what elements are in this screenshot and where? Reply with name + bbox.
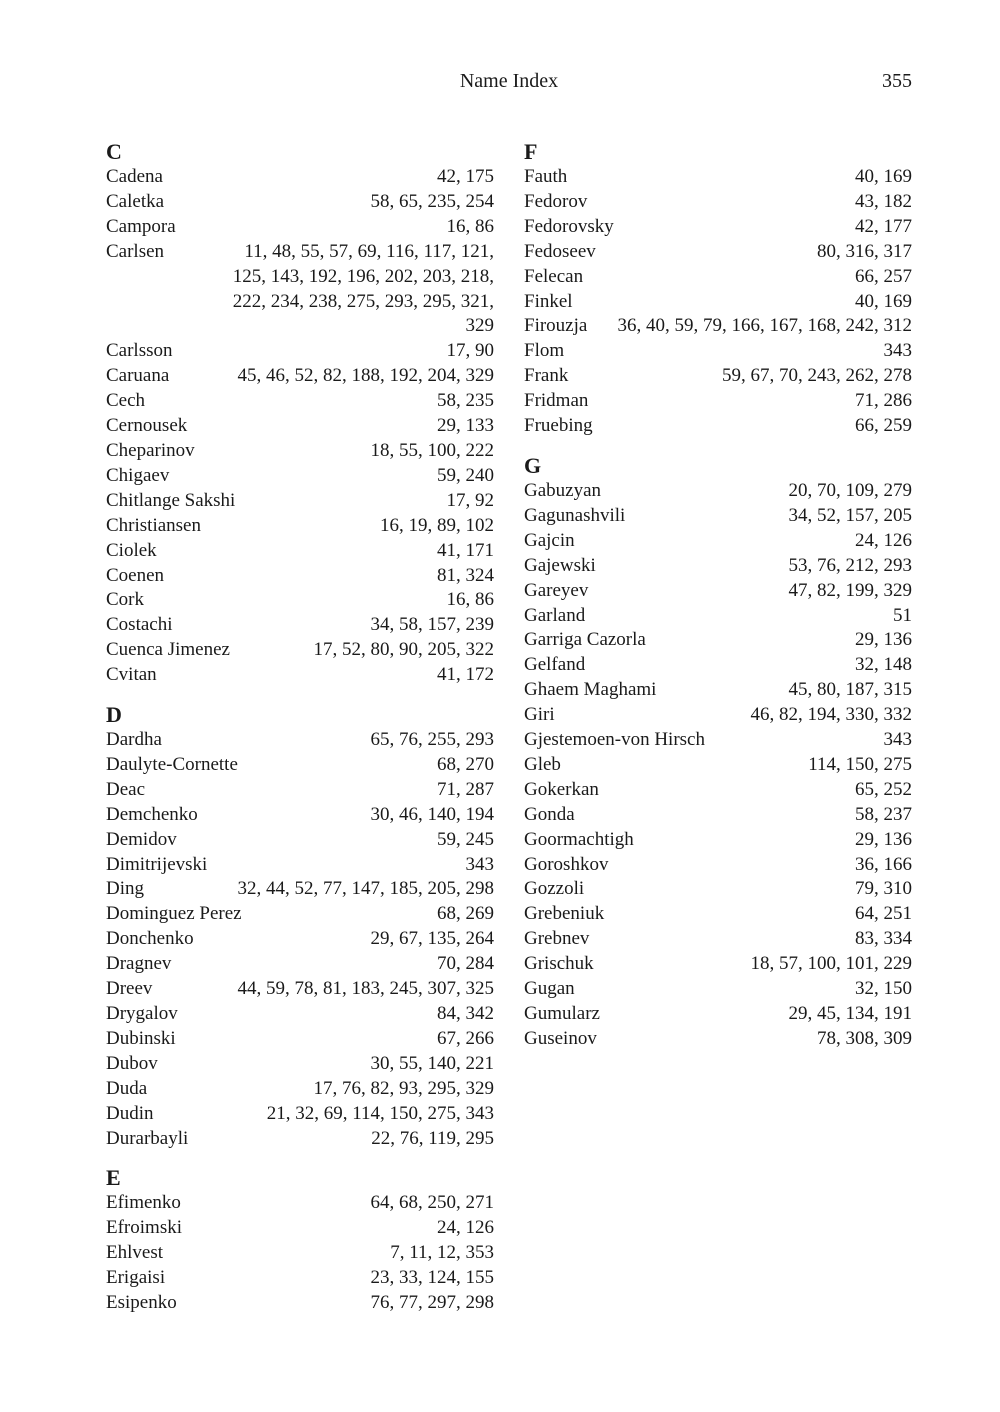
index-entry (106, 1052, 494, 1077)
entry-page-refs: 30, 55, 140, 221 (370, 1052, 494, 1074)
entry-name: Felecan (524, 265, 584, 287)
entry-name: Gajcin (524, 529, 575, 551)
index-entry (524, 1002, 912, 1027)
index-entry (524, 853, 912, 878)
index-entry (106, 638, 494, 663)
index-entry (524, 628, 912, 653)
entry-name: Esipenko (106, 1292, 177, 1314)
index-entry (106, 728, 494, 753)
running-header-title: Name Index (459, 70, 559, 92)
entry-page-refs: 71, 286 (855, 390, 912, 412)
entry-page-refs: 83, 334 (855, 928, 912, 950)
entry-page-refs: 29, 67, 135, 264 (370, 928, 494, 950)
entry-name: Daulyte-Cornette (106, 753, 238, 775)
entry-page-refs: 51 (893, 604, 912, 626)
index-entry (524, 165, 912, 190)
index-entry (106, 539, 494, 564)
index-entry (106, 439, 494, 464)
index-entry (106, 1077, 494, 1102)
entry-page-refs: 84, 342 (437, 1003, 494, 1024)
entry-name: Firouzja (524, 315, 588, 337)
entry-name: Cuenca Jimenez (106, 639, 230, 661)
index-entry (106, 414, 494, 439)
entry-name: Dimitrijevski (106, 853, 208, 875)
entry-page-refs: 45, 46, 52, 82, 188, 192, 204, 329 (237, 365, 494, 387)
entry-page-refs: 32, 150 (855, 978, 912, 1000)
index-entry (524, 803, 912, 828)
entry-page-refs: 70, 284 (437, 953, 494, 975)
entry-page-refs: 29, 136 (855, 629, 912, 651)
index-section-e (106, 1165, 494, 1316)
entry-name: Grischuk (524, 953, 594, 975)
index-section-f (524, 139, 912, 439)
entry-page-refs: 59, 240 (437, 464, 494, 486)
index-entry (106, 1241, 494, 1266)
index-entry (524, 778, 912, 803)
index-entry (106, 464, 494, 489)
entry-page-refs: 36, 40, 59, 79, 166, 167, 168, 242, 312 (617, 315, 912, 337)
index-entry (524, 190, 912, 215)
entry-page-refs: 32, 148 (855, 654, 912, 676)
entry-name: Fridman (524, 390, 589, 412)
index-entry (106, 977, 494, 1002)
entry-page-refs: 59, 245 (437, 828, 494, 850)
entry-name: Cech (106, 390, 146, 412)
entry-name: Dubinski (106, 1027, 176, 1049)
entry-page-refs: 17, 52, 80, 90, 205, 322 (313, 639, 494, 661)
index-entry (106, 1266, 494, 1291)
index-entry (106, 828, 494, 853)
entry-name: Cernousek (106, 415, 188, 437)
entry-name: Gabuzyan (524, 479, 602, 501)
entry-page-refs: 7, 11, 12, 353 (390, 1242, 494, 1264)
index-column-right (524, 139, 912, 1066)
entry-name: Dudin (106, 1102, 154, 1124)
entry-name: Cadena (106, 166, 163, 187)
entry-page-refs: 34, 52, 157, 205 (788, 504, 912, 526)
index-entry (106, 663, 494, 688)
entry-name: Finkel (524, 290, 573, 312)
entry-page-refs: 32, 44, 52, 77, 147, 185, 205, 298 (237, 878, 494, 900)
entry-name: Fedorov (524, 190, 588, 212)
entry-name: Efroimski (106, 1217, 182, 1239)
entry-page-refs: 343 (883, 340, 912, 362)
entry-page-refs: 79, 310 (855, 878, 912, 900)
entry-name: Gjestemoen-von Hirsch (524, 729, 705, 751)
index-entry (106, 902, 494, 927)
entry-page-refs: 41, 172 (437, 664, 494, 686)
index-entry (106, 803, 494, 828)
index-entry (106, 952, 494, 977)
entry-name: Durarbayli (106, 1127, 189, 1149)
entry-name: Ehlvest (106, 1242, 163, 1264)
index-entry (106, 778, 494, 803)
entry-page-refs: 80, 316, 317 (817, 240, 912, 262)
index-entry (106, 613, 494, 638)
entry-name: Goormachtigh (524, 828, 634, 850)
section-letter: D (106, 702, 122, 728)
entry-page-refs: 68, 270 (437, 753, 494, 775)
entry-name: Costachi (106, 614, 173, 636)
entry-page-refs: 45, 80, 187, 315 (788, 679, 912, 701)
entry-name: Donchenko (106, 928, 194, 950)
entry-page-refs: 65, 252 (855, 778, 912, 800)
index-entry (106, 1216, 494, 1241)
index-entry (524, 529, 912, 554)
index-entry (524, 414, 912, 439)
index-entry (106, 514, 494, 539)
index-entry (524, 290, 912, 315)
section-letter: C (106, 139, 122, 164)
entry-name: Gajewski (524, 554, 596, 576)
entry-page-refs: 42, 175 (437, 166, 494, 187)
entry-name: Carlsen (106, 240, 165, 262)
entry-page-refs: 34, 58, 157, 239 (370, 614, 494, 636)
entry-name: Grebeniuk (524, 903, 605, 925)
section-letter: F (524, 139, 538, 164)
entry-page-refs: 58, 237 (855, 803, 912, 825)
index-entry (524, 314, 912, 339)
index-entry (106, 1191, 494, 1216)
entry-page-refs: 29, 133 (437, 415, 494, 437)
entry-name: Caruana (106, 365, 170, 387)
entry-name: Drygalov (106, 1003, 178, 1024)
entry-name: Garriga Cazorla (524, 629, 646, 651)
entry-name: Deac (106, 778, 146, 800)
entry-page-refs: 16, 19, 89, 102 (380, 514, 494, 536)
entry-page-refs: 53, 76, 212, 293 (788, 554, 912, 576)
index-entry (106, 927, 494, 952)
entry-name: Chigaev (106, 464, 170, 486)
entry-page-refs: 59, 67, 70, 243, 262, 278 (722, 365, 912, 387)
entry-page-refs: 29, 136 (855, 828, 912, 850)
index-entry (524, 389, 912, 414)
entry-page-refs: 66, 257 (855, 265, 912, 287)
index-entry (524, 877, 912, 902)
entry-page-refs: 16, 86 (446, 589, 494, 611)
entry-name: Fedoseev (524, 240, 596, 262)
entry-name: Caletka (106, 190, 165, 212)
index-entry (524, 977, 912, 1002)
section-letter: E (106, 1165, 121, 1191)
entry-page-refs: 65, 76, 255, 293 (370, 729, 494, 751)
entry-page-refs: 16, 86 (446, 215, 494, 237)
entry-page-refs: 22, 76, 119, 295 (371, 1127, 494, 1149)
index-entry (524, 952, 912, 977)
index-entry (524, 265, 912, 290)
entry-name: Cork (106, 589, 144, 611)
entry-name: Gonda (524, 803, 575, 825)
index-entry (524, 927, 912, 952)
index-entry (106, 588, 494, 613)
entry-name: Cheparinov (106, 439, 195, 461)
entry-name: Gozzoli (524, 878, 585, 900)
entry-page-refs: 58, 235 (437, 390, 494, 412)
index-entry (524, 554, 912, 579)
entry-page-refs: 36, 166 (855, 853, 912, 875)
index-entry (106, 877, 494, 902)
entry-page-refs: 23, 33, 124, 155 (370, 1267, 494, 1289)
entry-name: Ding (106, 878, 144, 900)
index-entry (524, 479, 912, 504)
entry-page-refs: 114, 150, 275 (808, 753, 912, 775)
entry-page-refs: 58, 65, 235, 254 (370, 190, 494, 212)
entry-page-refs: 71, 287 (437, 778, 494, 800)
entry-name: Flom (524, 340, 565, 362)
entry-page-refs: 44, 59, 78, 81, 183, 245, 307, 325 (237, 978, 494, 1000)
index-entry (524, 504, 912, 529)
index-entry (106, 1291, 494, 1316)
entry-page-refs: 41, 171 (437, 539, 494, 561)
index-entry (524, 828, 912, 853)
index-entry (524, 1027, 912, 1052)
index-entry (106, 1002, 494, 1027)
entry-name: Christiansen (106, 514, 201, 536)
index-column-left (106, 139, 494, 1330)
entry-name: Frank (524, 365, 569, 387)
index-section-d (106, 702, 494, 1151)
entry-name: Fauth (524, 166, 568, 187)
index-section-c (106, 139, 494, 688)
entry-page-refs: 18, 55, 100, 222 (370, 439, 494, 461)
entry-page-refs: 64, 68, 250, 271 (370, 1192, 494, 1214)
index-entry (524, 604, 912, 629)
index-entry (524, 364, 912, 389)
entry-page-refs: 24, 126 (437, 1217, 494, 1239)
entry-page-refs: 42, 177 (855, 215, 912, 237)
entry-name: Duda (106, 1077, 148, 1099)
entry-page-refs: 40, 169 (855, 166, 912, 187)
entry-name: Dragnev (106, 953, 172, 975)
entry-page-refs: 343 (883, 729, 912, 751)
entry-name: Coenen (106, 564, 165, 586)
entry-page-refs: 11, 48, 55, 57, 69, 116, 117, 121, 125, 143, 192, 196, 202, 203, 218, 222, 234, 238, 275, 293, 295, 321, 329 (232, 240, 494, 337)
entry-name: Demidov (106, 828, 177, 850)
entry-page-refs: 47, 82, 199, 329 (788, 579, 912, 601)
entry-name: Gokerkan (524, 778, 599, 800)
entry-name: Dubov (106, 1052, 158, 1074)
index-entry (524, 579, 912, 604)
index-entry (106, 339, 494, 364)
entry-page-refs: 17, 92 (446, 489, 494, 511)
index-entry (106, 240, 494, 340)
index-entry (106, 1127, 494, 1152)
index-entry (106, 753, 494, 778)
entry-name: Gagunashvili (524, 504, 626, 526)
entry-page-refs: 78, 308, 309 (817, 1027, 912, 1049)
entry-name: Garland (524, 604, 586, 626)
entry-name: Erigaisi (106, 1267, 166, 1289)
entry-name: Fruebing (524, 415, 593, 437)
entry-name: Efimenko (106, 1192, 181, 1214)
entry-name: Dreev (106, 978, 153, 1000)
entry-page-refs: 67, 266 (437, 1027, 494, 1049)
entry-name: Ciolek (106, 539, 157, 561)
entry-name: Cvitan (106, 664, 157, 686)
entry-page-refs: 76, 77, 297, 298 (370, 1292, 494, 1314)
index-entry (524, 653, 912, 678)
entry-name: Dardha (106, 729, 162, 751)
index-entry (106, 564, 494, 589)
entry-page-refs: 21, 32, 69, 114, 150, 275, 343 (266, 1102, 494, 1124)
entry-page-refs: 68, 269 (437, 903, 494, 925)
entry-name: Goroshkov (524, 853, 609, 875)
entry-name: Gareyev (524, 579, 589, 601)
entry-name: Gugan (524, 978, 575, 1000)
entry-name: Grebnev (524, 928, 590, 950)
entry-page-refs: 20, 70, 109, 279 (788, 479, 912, 501)
index-entry (524, 753, 912, 778)
entry-page-refs: 30, 46, 140, 194 (370, 803, 494, 825)
entry-page-refs: 24, 126 (855, 529, 912, 551)
entry-name: Ghaem Maghami (524, 679, 657, 701)
entry-page-refs: 81, 324 (437, 564, 494, 586)
index-entry (524, 215, 912, 240)
entry-name: Fedorovsky (524, 215, 614, 237)
index-entry (524, 902, 912, 927)
entry-page-refs: 66, 259 (855, 415, 912, 437)
entry-name: Chitlange Sakshi (106, 489, 236, 511)
index-entry (106, 489, 494, 514)
index-entry (524, 339, 912, 364)
index-entry (106, 165, 494, 190)
entry-page-refs: 46, 82, 194, 330, 332 (750, 704, 912, 726)
index-entry (106, 1102, 494, 1127)
section-letter: G (524, 452, 542, 478)
entry-name: Giri (524, 704, 555, 726)
index-entry (106, 215, 494, 240)
entry-page-refs: 343 (465, 853, 494, 875)
entry-page-refs: 18, 57, 100, 101, 229 (750, 953, 912, 975)
entry-page-refs: 17, 90 (446, 340, 494, 362)
entry-name: Gleb (524, 753, 561, 775)
entry-name: Gelfand (524, 654, 586, 676)
index-entry (524, 703, 912, 728)
index-entry (524, 728, 912, 753)
index-entry (524, 678, 912, 703)
index-entry (106, 389, 494, 414)
entry-name: Campora (106, 215, 176, 237)
entry-name: Gumularz (524, 1003, 600, 1024)
entry-name: Demchenko (106, 803, 198, 825)
entry-name: Dominguez Perez (106, 903, 242, 925)
index-entry (524, 240, 912, 265)
entry-page-refs: 43, 182 (855, 190, 912, 212)
index-section-g (524, 453, 912, 1052)
index-entry (106, 364, 494, 389)
entry-name: Guseinov (524, 1027, 597, 1049)
entry-page-refs: 29, 45, 134, 191 (788, 1003, 912, 1024)
entry-page-refs: 40, 169 (855, 290, 912, 312)
index-entry (106, 1027, 494, 1052)
entry-name: Carlsson (106, 340, 173, 362)
entry-page-refs: 17, 76, 82, 93, 295, 329 (313, 1077, 494, 1099)
page-number: 355 (882, 70, 912, 92)
index-entry (106, 190, 494, 215)
index-entry (106, 853, 494, 878)
entry-page-refs: 64, 251 (855, 903, 912, 925)
